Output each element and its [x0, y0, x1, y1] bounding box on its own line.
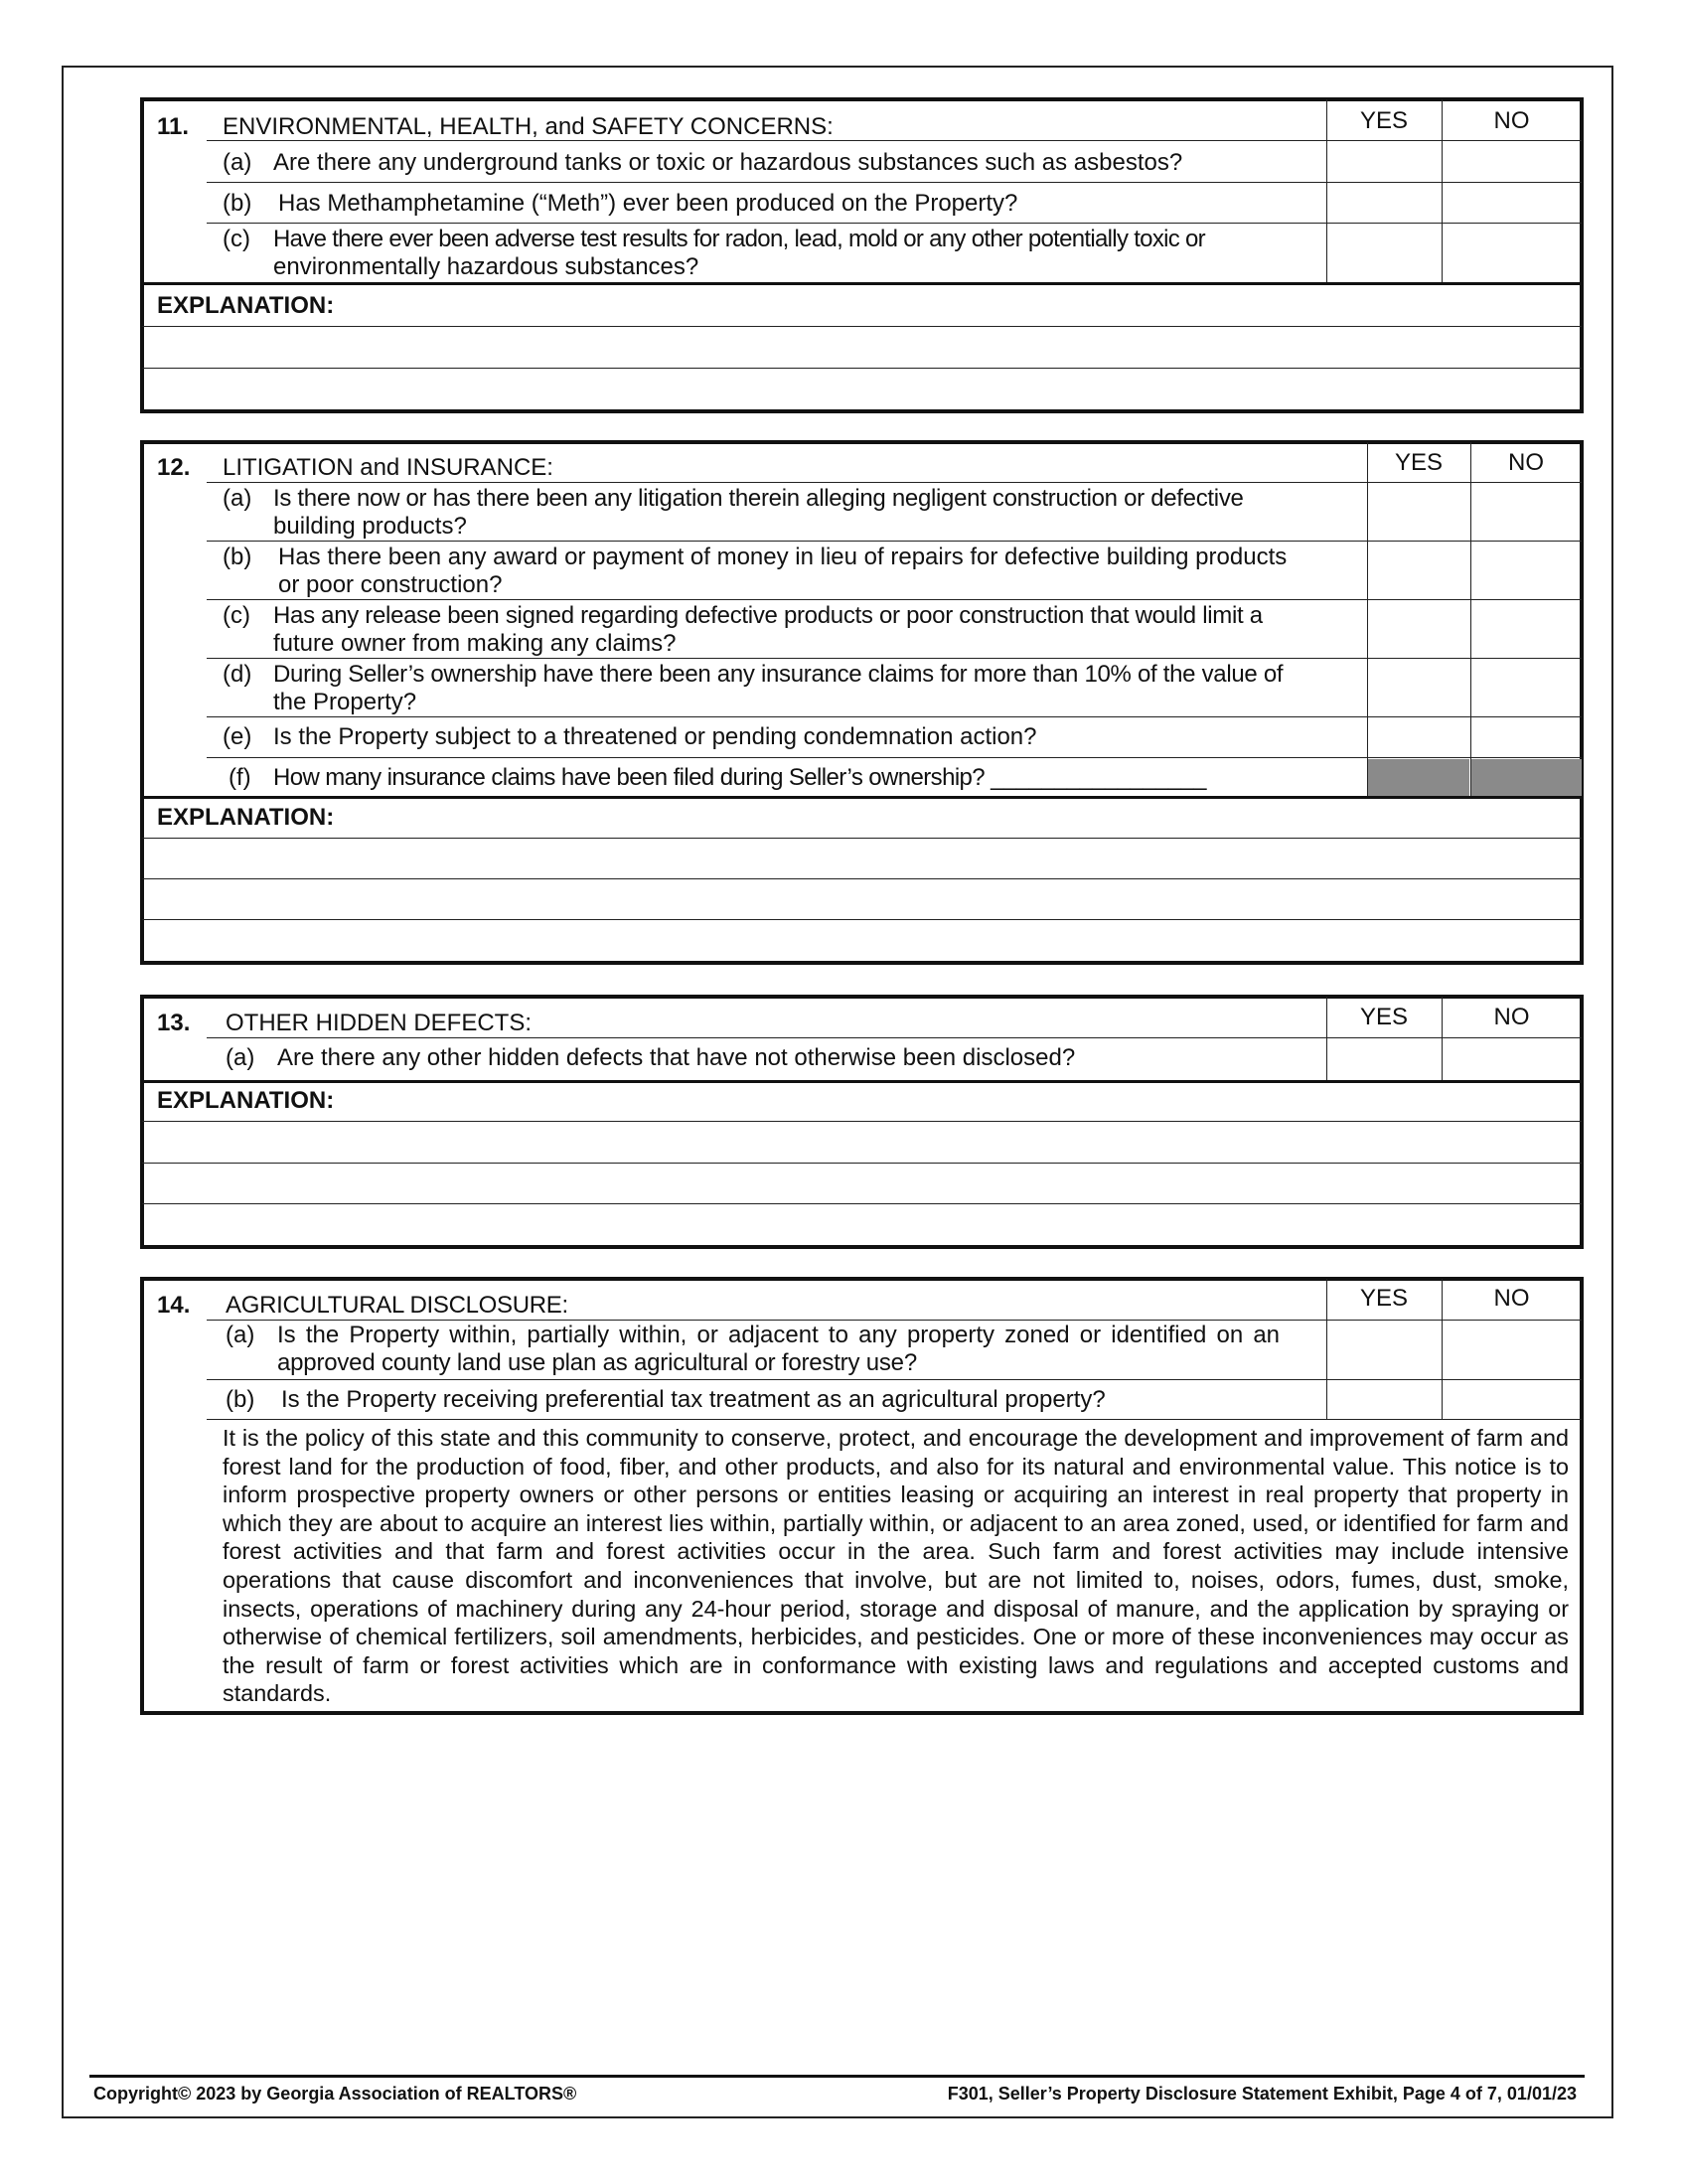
explanation-label: EXPLANATION: [157, 1087, 335, 1114]
explanation-line[interactable] [144, 1123, 1580, 1161]
question-text: approved county land use plan as agricultural or forestry use? [277, 1349, 917, 1376]
item-letter: (e) [223, 723, 252, 750]
item-letter: (a) [223, 149, 252, 176]
explanation-line[interactable] [144, 880, 1580, 917]
section-title: AGRICULTURAL DISCLOSURE: [226, 1292, 568, 1319]
question-text: environmentally hazardous substances? [273, 253, 699, 280]
item-letter: (b) [223, 190, 252, 217]
section-number: 12. [157, 454, 191, 481]
item-letter: (c) [223, 602, 250, 629]
claims-count-question[interactable]: How many insurance claims have been filed during Seller’s ownership? _________________ [273, 764, 1206, 791]
no-checkbox[interactable] [1444, 184, 1580, 222]
no-checkbox[interactable] [1444, 1322, 1580, 1377]
item-letter: (d) [223, 661, 252, 688]
no-header: NO [1493, 107, 1530, 134]
no-checkbox[interactable] [1472, 543, 1580, 597]
shaded-cell [1471, 759, 1582, 796]
section-number: 13. [157, 1010, 191, 1036]
question-text: the Property? [273, 689, 417, 715]
item-letter: (a) [226, 1044, 255, 1071]
yes-header: YES [1359, 1004, 1409, 1030]
question-text: Have there ever been adverse test results for radon, lead, mold or any other potentially toxic or [273, 226, 1205, 252]
section-number: 11. [157, 113, 190, 140]
explanation-label: EXPLANATION: [157, 804, 335, 831]
yes-checkbox[interactable] [1369, 660, 1468, 714]
yes-checkbox[interactable] [1369, 484, 1468, 539]
section-number: 14. [157, 1292, 191, 1319]
explanation-line[interactable] [144, 370, 1580, 409]
yes-checkbox[interactable] [1328, 1322, 1440, 1377]
yes-checkbox[interactable] [1328, 225, 1440, 280]
question-text: Has Methamphetamine (“Meth”) ever been produced on the Property? [278, 190, 1018, 217]
explanation-label: EXPLANATION: [157, 292, 335, 319]
no-checkbox[interactable] [1444, 142, 1580, 180]
no-header: NO [1508, 449, 1544, 476]
explanation-line[interactable] [144, 328, 1580, 366]
question-text: Are there any underground tanks or toxic or hazardous substances such as asbestos? [273, 149, 1183, 176]
no-checkbox[interactable] [1444, 225, 1580, 280]
question-text: During Seller’s ownership have there been any insurance claims for more than 10% of the value of [273, 661, 1284, 688]
question-text: Is the Property subject to a threatened or pending condemnation action? [273, 723, 1037, 750]
no-checkbox[interactable] [1472, 660, 1580, 714]
copyright-text: Copyright© 2023 by Georgia Association of REALTORS® [93, 2084, 577, 2104]
explanation-line[interactable] [144, 1205, 1580, 1245]
yes-header: YES [1359, 1285, 1409, 1312]
explanation-line[interactable] [144, 1165, 1580, 1201]
item-letter: (c) [223, 226, 250, 252]
item-letter: (a) [226, 1322, 255, 1348]
question-text: building products? [273, 513, 467, 540]
no-checkbox[interactable] [1472, 718, 1580, 755]
yes-checkbox[interactable] [1369, 718, 1468, 755]
no-header: NO [1493, 1285, 1530, 1312]
yes-checkbox[interactable] [1328, 1039, 1440, 1078]
question-text: Has there been any award or payment of money in lieu of repairs for defective building products [278, 544, 1288, 570]
no-header: NO [1493, 1004, 1530, 1030]
form-id-text: F301, Seller’s Property Disclosure Statement Exhibit, Page 4 of 7, 01/01/23 [947, 2084, 1577, 2104]
yes-header: YES [1394, 449, 1444, 476]
yes-checkbox[interactable] [1328, 184, 1440, 222]
explanation-line[interactable] [144, 921, 1580, 961]
section-title: LITIGATION and INSURANCE: [223, 454, 553, 481]
question-text: Is there now or has there been any litigation therein alleging negligent construction or defective [273, 485, 1244, 512]
yes-checkbox[interactable] [1328, 142, 1440, 180]
question-text: Is the Property receiving preferential tax treatment as an agricultural property? [281, 1386, 1106, 1413]
section-title: ENVIRONMENTAL, HEALTH, and SAFETY CONCERNS: [223, 113, 834, 140]
yes-checkbox[interactable] [1328, 1381, 1440, 1417]
question-text: or poor construction? [278, 571, 503, 598]
question-text: Has any release been signed regarding defective products or poor construction that would limit a [273, 602, 1263, 629]
no-checkbox[interactable] [1444, 1381, 1580, 1417]
shaded-cell [1368, 759, 1469, 796]
no-checkbox[interactable] [1472, 601, 1580, 656]
explanation-line[interactable] [144, 840, 1580, 876]
item-letter: (a) [223, 485, 252, 512]
section-title: OTHER HIDDEN DEFECTS: [226, 1010, 533, 1036]
yes-checkbox[interactable] [1369, 601, 1468, 656]
question-text: Is the Property within, partially within, or adjacent to any property zoned or identified on an [277, 1322, 1281, 1348]
question-text: future owner from making any claims? [273, 630, 677, 657]
item-letter: (f) [229, 764, 251, 791]
yes-header: YES [1359, 107, 1409, 134]
yes-checkbox[interactable] [1369, 543, 1468, 597]
agricultural-notice: It is the policy of this state and this community to conserve, protect, and encourage the development and improvement of farm and forest land for the production of food, fiber, and other products, and also for its natural and environmental value. This notice is to inform prospective property owners or other persons or entities leasing or acquiring an interest in real property that property in which they are about to acquire an interest lies within, partially within, or adjacent to an area zoned, used, or identified for farm and forest activities and that farm and forest activities occur in the area. Such farm and forest activities may include intensive operations that cause discomfort and inconveniences that involve, but are not limited to, noises, odors, fumes, dust, smoke, insects, operations of machinery during any 24-hour period, storage and disposal of manure, and the application by spraying or otherwise of chemical fertilizers, soil amendments, herbicides, and pesticides. One or more of these inconveniences may occur as the result of farm or forest activities which are in conformance with existing laws and regulations and accepted customs and standards. [223, 1425, 1569, 1707]
question-text: Are there any other hidden defects that have not otherwise been disclosed? [277, 1044, 1076, 1071]
item-letter: (b) [226, 1386, 255, 1413]
item-letter: (b) [223, 544, 252, 570]
no-checkbox[interactable] [1472, 484, 1580, 539]
no-checkbox[interactable] [1444, 1039, 1580, 1078]
